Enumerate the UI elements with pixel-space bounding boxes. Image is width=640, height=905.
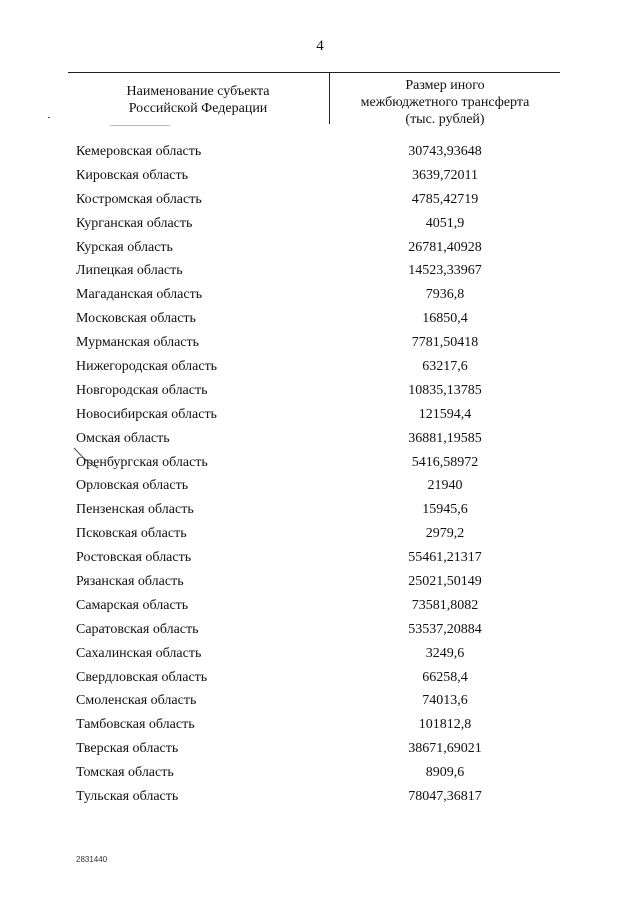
table-row (0, 307, 640, 331)
page-number: 4 (316, 38, 324, 54)
transfer-value: 74013,6 (422, 693, 468, 709)
subject-name: Омская область (76, 430, 170, 446)
transfer-value: 7781,50418 (411, 335, 479, 351)
table-row (0, 666, 640, 690)
subject-name: Кемеровская область (76, 144, 202, 159)
table-row (0, 259, 640, 283)
transfer-value: 38671,69021 (408, 741, 482, 757)
table-row (0, 761, 640, 785)
header-transfer-amount (330, 77, 560, 128)
transfer-value: 14523,33967 (408, 263, 482, 279)
transfer-value: 3249,6 (425, 645, 465, 661)
transfer-value: 4051,9 (425, 215, 465, 231)
table-row (0, 283, 640, 307)
table-row (0, 522, 640, 546)
header-faint-underline (110, 125, 170, 126)
table-row (0, 236, 640, 260)
subject-name: Тамбовская область (76, 717, 195, 733)
table-row (0, 618, 640, 642)
transfer-value: 15945,6 (422, 502, 468, 518)
subject-name: Московская область (76, 311, 196, 327)
transfer-value: 16850,4 (422, 311, 468, 327)
transfer-value: 3639,72011 (412, 167, 478, 183)
subject-name: Тульская область (76, 789, 179, 805)
table-row (0, 785, 640, 809)
subject-name: Сахалинская область (76, 645, 202, 661)
header-top-rule (68, 72, 560, 73)
subject-name: Нижегородская область (76, 359, 218, 375)
transfer-value: 55461,21317 (408, 550, 482, 566)
transfer-value: 8909,6 (425, 765, 465, 781)
subject-name: Кировская область (76, 167, 189, 183)
transfer-value: 25021,50149 (408, 574, 482, 590)
subject-name: Ростовская область (76, 550, 192, 566)
table-row (0, 737, 640, 761)
subject-name: Курганская область (76, 215, 193, 231)
table-row (0, 164, 640, 188)
margin-dot (48, 117, 50, 118)
transfer-value: 78047,36817 (408, 789, 482, 805)
transfer-value: 63217,6 (422, 359, 468, 375)
transfer-value: 2979,2 (425, 526, 465, 542)
transfer-value: 26781,40928 (408, 239, 482, 255)
transfer-value: 101812,8 (418, 717, 472, 733)
header-amount-line-2: межбюджетного трансферта (360, 95, 530, 110)
table-row (0, 713, 640, 737)
table-row (0, 689, 640, 713)
table-row (0, 642, 640, 666)
transfer-value: 21940 (427, 478, 463, 494)
subject-name: Тверская область (76, 741, 179, 757)
subjects-table (0, 140, 640, 809)
header-amount-line-3: (тыс. рублей) (405, 112, 485, 127)
subject-name: Смоленская область (76, 693, 197, 709)
subject-name: Магаданская область (76, 287, 203, 303)
table-row (0, 403, 640, 427)
table-row (0, 379, 640, 403)
table-row (0, 594, 640, 618)
subject-name: Курская область (76, 239, 173, 255)
header-amount-line-1: Размер иного (405, 78, 485, 93)
table-row (0, 474, 640, 498)
subject-name: Пензенская область (76, 502, 194, 518)
document-code: 2831440 (76, 855, 108, 864)
subject-name: Рязанская область (76, 574, 184, 590)
subject-name: Саратовская область (76, 621, 199, 637)
table-row (0, 212, 640, 236)
pen-mark (72, 444, 112, 474)
subject-name: Томская область (76, 765, 174, 781)
subject-name: Костромская область (76, 191, 202, 207)
subject-name: Новосибирская область (76, 406, 217, 422)
subject-name: Липецкая область (76, 263, 183, 279)
transfer-value: 66258,4 (422, 669, 468, 685)
subject-name: Новгородская область (76, 382, 208, 398)
transfer-value: 30743,93648 (408, 144, 482, 159)
table-row (0, 140, 640, 164)
transfer-value: 5416,58972 (411, 454, 479, 470)
table-row (0, 546, 640, 570)
transfer-value: 121594,4 (418, 406, 472, 422)
subject-name: Свердловская область (76, 669, 208, 685)
transfer-value: 73581,8082 (411, 597, 479, 613)
transfer-value: 7936,8 (425, 287, 465, 303)
header-subject-line-1: Наименование субъекта (126, 84, 270, 99)
header-subject-line-2: Российской Федерации (128, 101, 268, 116)
subject-name: Мурманская область (76, 335, 200, 351)
transfer-value: 4785,42719 (411, 191, 479, 207)
table-row (0, 355, 640, 379)
header-subject-name (68, 83, 328, 117)
table-row (0, 188, 640, 212)
subject-name: Оренбургская область (76, 454, 208, 470)
transfer-value: 10835,13785 (408, 382, 482, 398)
subject-name: Самарская область (76, 597, 189, 613)
transfer-value: 53537,20884 (408, 621, 482, 637)
transfer-value: 36881,19585 (408, 430, 482, 446)
table-row (0, 570, 640, 594)
subject-name: Псковская область (76, 526, 187, 542)
subject-name: Орловская область (76, 478, 189, 494)
table-row (0, 331, 640, 355)
table-row (0, 498, 640, 522)
